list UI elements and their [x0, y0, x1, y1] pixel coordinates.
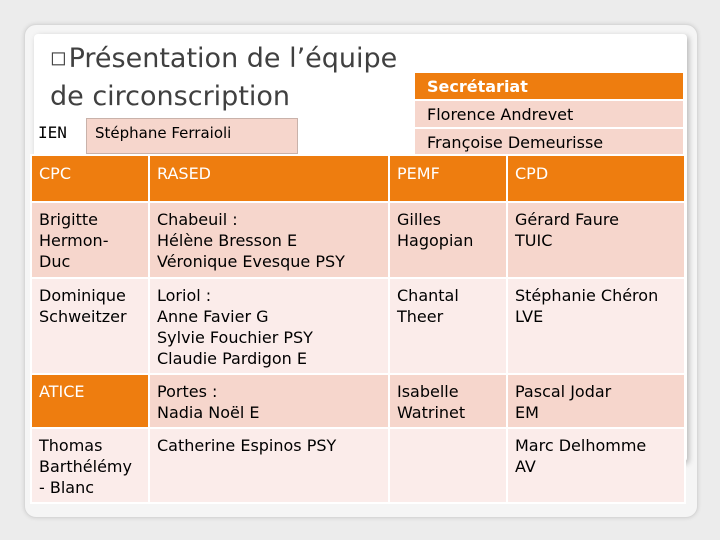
cell-line: Chantal	[397, 286, 459, 305]
cell-cpc	[31, 428, 149, 503]
cell-cpd	[507, 278, 685, 374]
cell-pemf	[389, 428, 507, 503]
cell-line: Watrinet	[397, 403, 466, 422]
cell-line: Loriol :	[157, 286, 212, 305]
cell-line: Anne Favier G	[157, 307, 269, 326]
cell-line: Schweitzer	[39, 307, 127, 326]
cell-line: Marc Delhomme	[515, 436, 647, 455]
cell-rased	[149, 278, 389, 374]
secretariat-header: Secrétariat	[414, 72, 684, 100]
cell-line: TUIC	[515, 231, 553, 250]
secretariat-member: Françoise Demeurisse	[414, 128, 684, 156]
cell-rased	[149, 202, 389, 278]
cell-line: Theer	[397, 307, 444, 326]
cell-line: Chabeuil :	[157, 210, 238, 229]
header-cpd: CPD	[507, 155, 685, 202]
ien-name: Stéphane Ferraioli	[86, 118, 298, 154]
table-row	[31, 202, 685, 278]
cell-line: Véronique Evesque PSY	[157, 252, 345, 271]
cell-line: EM	[515, 403, 539, 422]
table-row	[31, 428, 685, 503]
team-table	[30, 154, 686, 504]
cell-line: Hagopian	[397, 231, 474, 250]
cell-cpd	[507, 374, 685, 428]
ien-label: IEN	[38, 123, 67, 142]
bullet-box-icon: ◻	[50, 45, 67, 69]
title-line-1	[50, 38, 397, 78]
title-text-1: Présentation de l’équipe	[68, 43, 398, 74]
cell-cpc	[31, 374, 149, 428]
cell-line: Claudie Pardigon E	[157, 349, 308, 368]
cell-cpc	[31, 278, 149, 374]
cell-cpc	[31, 202, 149, 278]
cell-cpd	[507, 428, 685, 503]
table-header-row	[31, 155, 685, 202]
cell-pemf	[389, 278, 507, 374]
cell-line: Sylvie Fouchier PSY	[157, 328, 313, 347]
cell-rased	[149, 428, 389, 503]
cell-line: - Blanc	[39, 478, 95, 497]
cell-line: Isabelle	[397, 382, 459, 401]
cell-cpd	[507, 202, 685, 278]
cell-pemf	[389, 374, 507, 428]
page-title	[50, 38, 397, 116]
cell-line: Duc	[39, 252, 71, 271]
cell-line: Barthélémy	[39, 457, 132, 476]
title-text-2: de circonscription	[50, 81, 291, 112]
cell-line: Pascal Jodar	[515, 382, 612, 401]
cell-line: LVE	[515, 307, 544, 326]
cell-line: ATICE	[39, 382, 85, 401]
cell-line: Hermon-	[39, 231, 109, 250]
cell-rased	[149, 374, 389, 428]
cell-line: Brigitte	[39, 210, 98, 229]
cell-line: Dominique	[39, 286, 126, 305]
cell-line: AV	[515, 457, 536, 476]
cell-pemf	[389, 202, 507, 278]
cell-line: Hélène Bresson E	[157, 231, 298, 250]
cell-line: Nadia Noël E	[157, 403, 260, 422]
cell-line: Stéphanie Chéron	[515, 286, 659, 305]
table-row	[31, 374, 685, 428]
cell-line: Portes :	[157, 382, 218, 401]
header-cpc: CPC	[31, 155, 149, 202]
cell-line: Catherine Espinos PSY	[157, 436, 337, 455]
header-rased: RASED	[149, 155, 389, 202]
table-row	[31, 278, 685, 374]
header-pemf: PEMF	[389, 155, 507, 202]
secretariat-member: Florence Andrevet	[414, 100, 684, 128]
cell-line: Thomas	[39, 436, 103, 455]
cell-line: Gérard Faure	[515, 210, 619, 229]
cell-line: Gilles	[397, 210, 441, 229]
